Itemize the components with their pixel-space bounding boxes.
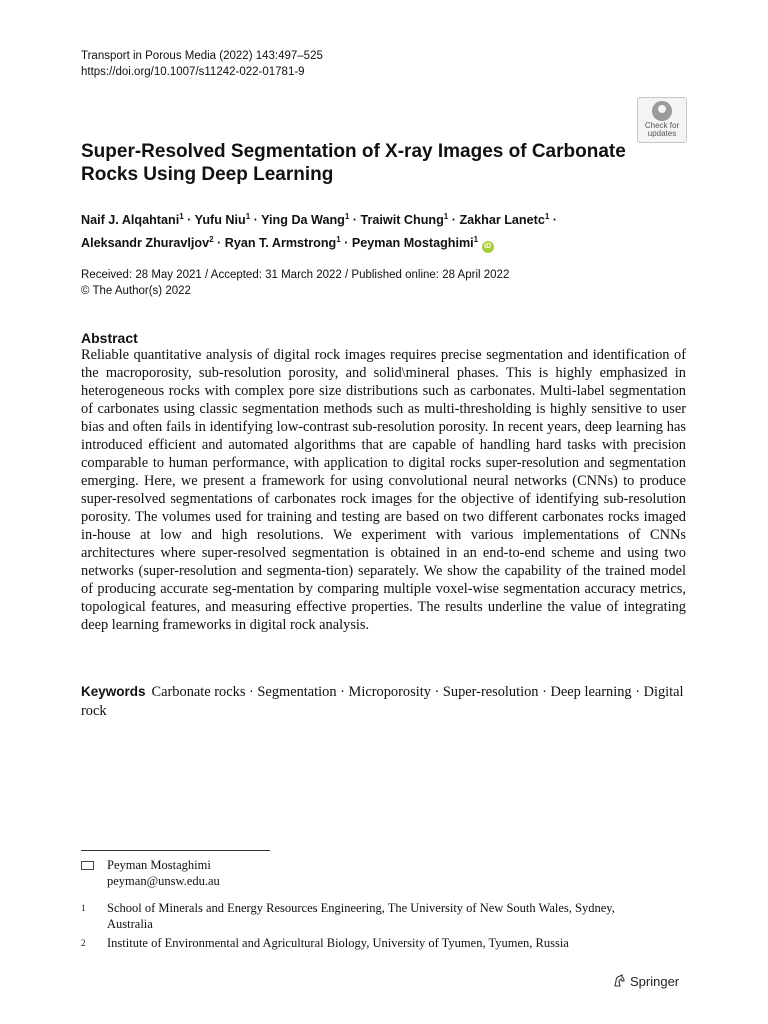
abstract-text: Reliable quantitative analysis of digital rock images requires precise segmentation and identification of the macroporosity, sub-resolution porosity, and solid\mineral phases. This is highly emphasized in heterogeneous rocks with complex pore size distributions such as carbonates. Multi-label segmentation of carbonates using classic segmentation methods such as multi-thresholding is highly sensitive to user bias and often fails in identifying low-contrast sub-resolution porosity. In recent years, deep learning has introduced efficient and automated algorithms that are capable of handling hard tasks with precision comparable to human performance, with application to digital rocks super-resolution and segmentation emerging. Here, we present a framework for using convolutional neural networks (CNNs) to produce super-resolved segmentations of carbonates rock images for the objective of identifying sub-resolution porosity. The volumes used for training and testing are based on two different carbonates rocks imaged in-house at low and high resolutions. We experiment with various implementations of CNNs architectures where super-resolved segmentation is obtained in an end-to-end scheme and using two networks (super-resolution and segmenta-tion) separately. We show the capability of the trained model of producing accurate seg-mentation by comparing multiple voxel-wise segmentation accuracy metrics, topological features, and measuring effective properties. The results underline the value of integrating deep learning frameworks in digital rock analysis. bbox=[81, 347, 686, 633]
journal-header bbox=[81, 48, 323, 80]
crossmark-label-line1: Check for bbox=[644, 121, 680, 130]
author-separator: · bbox=[349, 213, 361, 227]
author-name: Traiwit Chung bbox=[360, 213, 444, 227]
author-affiliation-marker: 1 bbox=[443, 212, 449, 221]
author-separator: · bbox=[549, 213, 557, 227]
author-affiliation-marker: 1 bbox=[473, 235, 479, 244]
publication-history: Received: 28 May 2021 / Accepted: 31 March 2022 / Published online: 28 April 2022 bbox=[81, 269, 510, 281]
doi-link[interactable]: https://doi.org/10.1007/s11242-022-01781-9 bbox=[81, 66, 305, 78]
envelope-icon bbox=[81, 861, 94, 870]
author-name: Peyman Mostaghimi bbox=[351, 236, 474, 250]
affiliation-item bbox=[81, 900, 641, 934]
publication-dates bbox=[81, 267, 509, 299]
affiliation-text: Institute of Environmental and Agricultural Biology, University of Tyumen, Tyumen, Russia bbox=[107, 936, 569, 950]
keywords-heading: Keywords bbox=[81, 684, 146, 699]
author-affiliation-marker: 2 bbox=[209, 235, 214, 244]
crossmark-label-line2: updates bbox=[647, 129, 677, 138]
crossmark-icon bbox=[652, 101, 672, 121]
author-affiliation-marker: 1 bbox=[344, 212, 350, 221]
corresponding-author-name: Peyman Mostaghimi bbox=[107, 858, 211, 872]
author-separator: · bbox=[183, 213, 195, 227]
author-name: Yufu Niu bbox=[194, 213, 246, 227]
author-list bbox=[81, 207, 681, 253]
publisher-name: Springer bbox=[630, 974, 680, 989]
article-title: Super-Resolved Segmentation of X-ray Images of Carbonate Rocks Using Deep Learning bbox=[81, 141, 626, 185]
affiliation-text: School of Minerals and Energy Resources Engineering, The University of New South Wales, Sydney, Australia bbox=[107, 901, 615, 931]
affiliation-number: 1 bbox=[81, 903, 86, 913]
corresponding-author-email[interactable]: peyman@unsw.edu.au bbox=[107, 874, 220, 888]
author-name: Ryan T. Armstrong bbox=[224, 236, 337, 250]
journal-citation: Transport in Porous Media (2022) 143:497–525 bbox=[81, 50, 323, 62]
check-for-updates-badge[interactable] bbox=[637, 97, 687, 143]
author-separator: · bbox=[250, 213, 262, 227]
springer-horse-icon bbox=[612, 974, 626, 988]
author-affiliation-marker: 1 bbox=[245, 212, 251, 221]
author-name: Naif J. Alqahtani bbox=[81, 213, 180, 227]
publisher-logo bbox=[612, 974, 679, 989]
footnote-divider bbox=[81, 850, 270, 851]
abstract-heading: Abstract bbox=[81, 330, 138, 346]
author-affiliation-marker: 1 bbox=[179, 212, 184, 221]
copyright-line: © The Author(s) 2022 bbox=[81, 285, 191, 297]
affiliation-item bbox=[81, 935, 641, 953]
author-separator: · bbox=[448, 213, 460, 227]
keywords-list: Carbonate rocks · Segmentation · Microporosity · Super-resolution · Deep learning · Digital rock bbox=[81, 684, 684, 719]
affiliation-number: 2 bbox=[81, 938, 86, 948]
author-separator: · bbox=[340, 236, 352, 250]
author-affiliation-marker: 1 bbox=[336, 235, 341, 244]
author-name: Aleksandr Zhuravljov bbox=[81, 236, 210, 250]
author-name: Ying Da Wang bbox=[261, 213, 345, 227]
author-separator: · bbox=[213, 236, 225, 250]
author-name: Zakhar Lanetc bbox=[459, 213, 545, 227]
keywords-block bbox=[81, 683, 686, 720]
author-affiliation-marker: 1 bbox=[544, 212, 550, 221]
orcid-icon[interactable]: iD bbox=[482, 241, 494, 253]
